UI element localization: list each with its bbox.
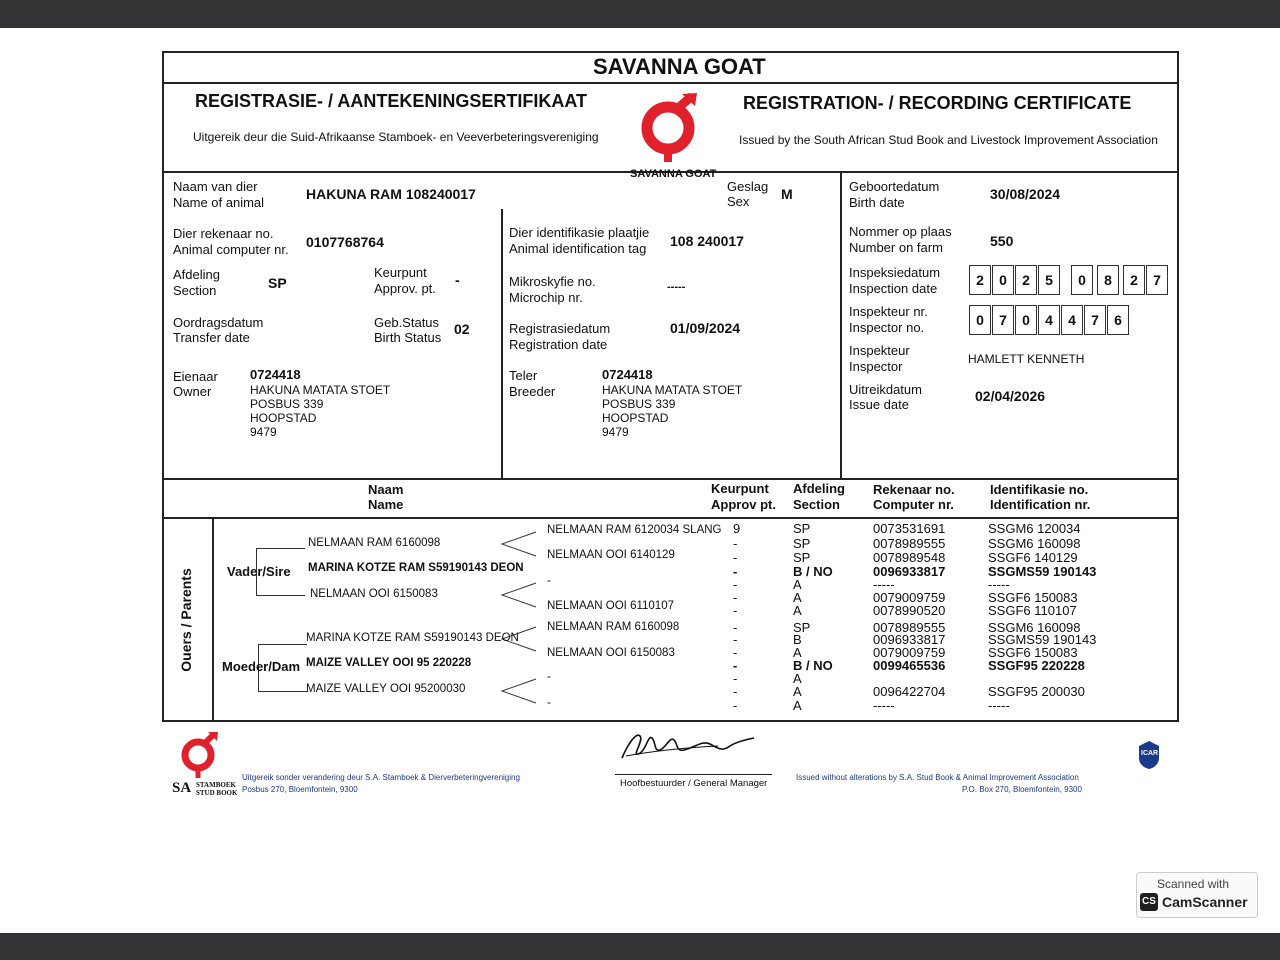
inspection-label-af: Inspeksiedatum [849,265,941,280]
ggp-name: - [547,671,551,683]
pedigree-branch-icon [500,581,540,609]
birth-status: 02 [454,321,470,337]
inspection-date-digit: 8 [1097,265,1119,295]
registration-date: 01/09/2024 [670,320,741,336]
birth-date: 30/08/2024 [990,186,1061,202]
section-label-en: Section [173,283,217,298]
row-section: B / NO [793,564,833,579]
dam-label: Moeder/Dam [222,659,301,674]
owner-line: HAKUNA MATATA STOET [250,383,391,397]
row-approv: - [733,645,738,660]
farm-label-af: Nommer op plaas [849,224,952,239]
row-computer-no: 0078989555 [873,536,946,551]
computer-label-en: Animal computer nr. [173,242,289,257]
title-english: REGISTRATION- / RECORDING CERTIFICATE [743,93,1132,113]
row-section: SP [793,536,811,551]
breeder-label-af: Teler [509,368,538,383]
row-approv: - [733,671,738,686]
row-identification-no: SSGM6 160098 [988,536,1081,551]
inspector-name: HAMLETT KENNETH [968,352,1085,366]
issue-label-en: Issue date [849,397,909,412]
col-name-en: Name [368,497,404,512]
inspector-digit: 7 [1084,305,1106,335]
parents-side-label: Ouers / Parents [178,568,194,672]
row-computer-no: 0078989555 [873,620,946,635]
sex-label-en: Sex [727,194,750,209]
row-section: A [793,671,802,686]
camscanner-line1: Scanned with [1157,877,1230,891]
col-approv-af: Keurpunt [711,481,769,496]
footer-left-line2: Posbus 270, Bloemfontein, 9300 [242,785,358,794]
row-section: B / NO [793,658,833,673]
row-computer-no: 0099465536 [873,658,946,673]
title-afrikaans: REGISTRASIE- / AANTEKENINGSERTIFIKAAT [195,91,588,111]
row-section: A [793,603,802,618]
studbook-line2: STUD BOOK [196,789,238,797]
inspector-no-label-af: Inspekteur nr. [849,304,928,319]
row-section: B [793,632,802,647]
row-section: A [793,577,802,592]
row-approv: - [733,658,738,673]
breeder-number: 0724418 [602,367,653,382]
row-identification-no: ----- [988,698,1010,713]
row-computer-no: 0073531691 [873,521,946,536]
inspector-no-label-en: Inspector no. [849,320,925,335]
camscanner-line2: CamScanner [1162,894,1248,910]
row-section: SP [793,550,811,565]
approv-label-af: Keurpunt [374,265,427,280]
sire-dam-name: NELMAAN OOI 6150083 [310,588,438,600]
row-section: A [793,645,802,660]
row-identification-no: SSGMS59 190143 [988,564,1097,579]
sex-value: M [781,186,793,202]
owner-line: HOOPSTAD [250,411,317,425]
row-identification-no: SSGF6 150083 [988,590,1078,605]
inspection-date-digit: 2 [1123,265,1145,295]
row-approv: - [733,698,738,713]
row-identification-no: SSGF95 220228 [988,658,1085,673]
pedigree-branch-icon [500,677,540,705]
row-approv: - [733,603,738,618]
owner-label-af: Eienaar [173,369,218,384]
inspection-date-digit: 5 [1038,265,1060,295]
owner-number: 0724418 [250,367,301,382]
pedigree-branch-icon [500,530,540,558]
microchip-value: ----- [667,281,686,293]
issue-label-af: Uitreikdatum [849,382,922,397]
inspection-date-digit: 7 [1146,265,1168,295]
signature [618,722,758,766]
col-computer-en: Computer nr. [873,497,954,512]
inspector-label-af: Inspekteur [849,343,910,358]
row-computer-no: ----- [873,698,895,713]
inspection-date-digit: 0 [992,265,1014,295]
studbook-line1: STAMBOEK [196,781,236,789]
birth-label-af: Geboortedatum [849,179,940,194]
breed-title: SAVANNA GOAT [593,54,766,79]
subtitle-english: Issued by the South African Stud Book and Livestock Improvement Association [739,133,1158,147]
tag-value: 108 240017 [670,233,744,249]
inspector-digit: 0 [969,305,991,335]
ggp-name: - [547,697,551,709]
dam-sire-name: MARINA KOTZE RAM S59190143 DEON [306,632,519,644]
row-approv: - [733,550,738,565]
footer-left-line1: Uitgereik sonder verandering deur S.A. Stamboek & Dierverbeteringvereniging [242,773,520,782]
col-section-en: Section [793,497,840,512]
row-identification-no: SSGF95 200030 [988,684,1085,699]
inspector-digit: 6 [1107,305,1129,335]
row-approv: - [733,632,738,647]
col-id-af: Identifikasie no. [990,482,1089,497]
row-computer-no: 0096933817 [873,564,946,579]
row-identification-no: SSGM6 160098 [988,620,1081,635]
approv-value: - [455,272,460,288]
name-label-af: Naam van dier [173,179,258,194]
inspector-label-en: Inspector [849,359,903,374]
row-identification-no: SSGMS59 190143 [988,632,1097,647]
section-value: SP [268,275,287,291]
row-section: SP [793,521,811,536]
row-identification-no: SSGF6 110107 [988,603,1077,618]
section-label-af: Afdeling [173,267,220,282]
farm-number: 550 [990,233,1014,249]
footer-right-line2: P.O. Box 270, Bloemfontein, 9300 [962,785,1082,794]
row-approv: - [733,684,738,699]
inspector-digit: 0 [1015,305,1037,335]
transfer-label-en: Transfer date [173,330,250,345]
ggp-name: NELMAAN RAM 6120034 SLANG [547,524,722,536]
sire-sire-name: NELMAAN RAM 6160098 [308,537,441,549]
owner-line: POSBUS 339 [250,397,324,411]
inspection-date-digit: 2 [1015,265,1037,295]
col-computer-af: Rekenaar no. [873,482,955,497]
sire-label: Vader/Sire [227,564,291,579]
regdate-label-af: Registrasiedatum [509,321,611,336]
row-computer-no: 0096933817 [873,632,946,647]
computer-label-af: Dier rekenaar no. [173,226,274,241]
icar-label: ICAR [1141,750,1159,757]
row-section: A [793,590,802,605]
row-computer-no: 0096422704 [873,684,946,699]
ggp-name: NELMAAN RAM 6160098 [547,621,680,633]
signature-title: Hoofbestuurder / General Manager [620,778,768,789]
tag-label-en: Animal identification tag [509,241,647,256]
row-approv: - [733,536,738,551]
sex-label-af: Geslag [727,179,769,194]
breeder-line: HAKUNA MATATA STOET [602,383,743,397]
ggp-name: NELMAAN OOI 6150083 [547,647,675,659]
breeder-label-en: Breeder [509,384,556,399]
row-computer-no: 0079009759 [873,645,946,660]
owner-label-en: Owner [173,384,212,399]
row-computer-no: 0078989548 [873,550,946,565]
row-identification-no: SSGF6 150083 [988,645,1078,660]
top-bar [0,0,1280,28]
tag-label-af: Dier identifikasie plaatjie [509,225,650,240]
savanna-goat-logo-icon [640,92,700,164]
col-name-af: Naam [368,482,404,497]
row-approv: - [733,590,738,605]
row-computer-no: ----- [873,577,895,592]
birthstatus-label-en: Birth Status [374,330,442,345]
col-section-af: Afdeling [793,481,845,496]
dam-dam-name: MAIZE VALLEY OOI 95200030 [306,683,466,695]
logo-caption: SAVANNA GOAT [630,168,717,180]
row-section: A [793,698,802,713]
birth-label-en: Birth date [849,195,905,210]
owner-line: 9479 [250,425,277,439]
row-identification-no: SSGM6 120034 [988,521,1081,536]
inspection-date-digit: 2 [969,265,991,295]
row-identification-no: SSGF6 140129 [988,550,1078,565]
col-approv-en: Approv pt. [711,497,776,512]
row-computer-no: 0079009759 [873,590,946,605]
row-section: SP [793,620,811,635]
sa-studbook-logo-icon [180,731,220,779]
approv-label-en: Approv. pt. [374,281,436,296]
subtitle-afrikaans: Uitgereik deur die Suid-Afrikaanse Stamboek- en Veeverbeteringsvereniging [193,130,599,144]
camscanner-logo-icon: CS [1140,893,1158,911]
inspection-date-digit: 0 [1071,265,1093,295]
ggp-name: NELMAAN OOI 6110107 [547,600,674,612]
issue-date: 02/04/2026 [975,388,1046,404]
row-approv: 9 [733,521,741,536]
row-section: A [793,684,802,699]
animal-name: HAKUNA RAM 108240017 [306,186,476,202]
row-approv: - [733,620,738,635]
col-id-en: Identification nr. [990,497,1091,512]
microchip-label-af: Mikroskyfie no. [509,274,596,289]
sa-label: SA [172,780,192,796]
dam-name: MAIZE VALLEY OOI 95 220228 [306,657,472,669]
sire-name: MARINA KOTZE RAM S59190143 DEON [308,562,524,574]
transfer-label-af: Oordragsdatum [173,315,264,330]
ggp-name: - [547,575,551,587]
farm-label-en: Number on farm [849,240,943,255]
breeder-line: HOOPSTAD [602,411,669,425]
inspector-digit: 7 [992,305,1014,335]
row-computer-no: 0078990520 [873,603,946,618]
name-label-en: Name of animal [173,195,265,210]
regdate-label-en: Registration date [509,337,608,352]
ggp-name: NELMAAN OOI 6140129 [547,549,675,561]
birthstatus-label-af: Geb.Status [374,315,440,330]
inspection-label-en: Inspection date [849,281,938,296]
computer-number: 0107768764 [306,234,384,250]
footer-right-line1: Issued without alterations by S.A. Stud Book & Animal Improvement Association [796,773,1079,782]
breeder-line: POSBUS 339 [602,397,676,411]
breeder-line: 9479 [602,425,629,439]
inspector-digit: 4 [1038,305,1060,335]
row-approv: - [733,564,738,579]
microchip-label-en: Microchip nr. [509,290,583,305]
inspector-digit: 4 [1061,305,1083,335]
row-identification-no: ----- [988,577,1010,592]
bottom-bar [0,933,1280,960]
row-approv: - [733,577,738,592]
